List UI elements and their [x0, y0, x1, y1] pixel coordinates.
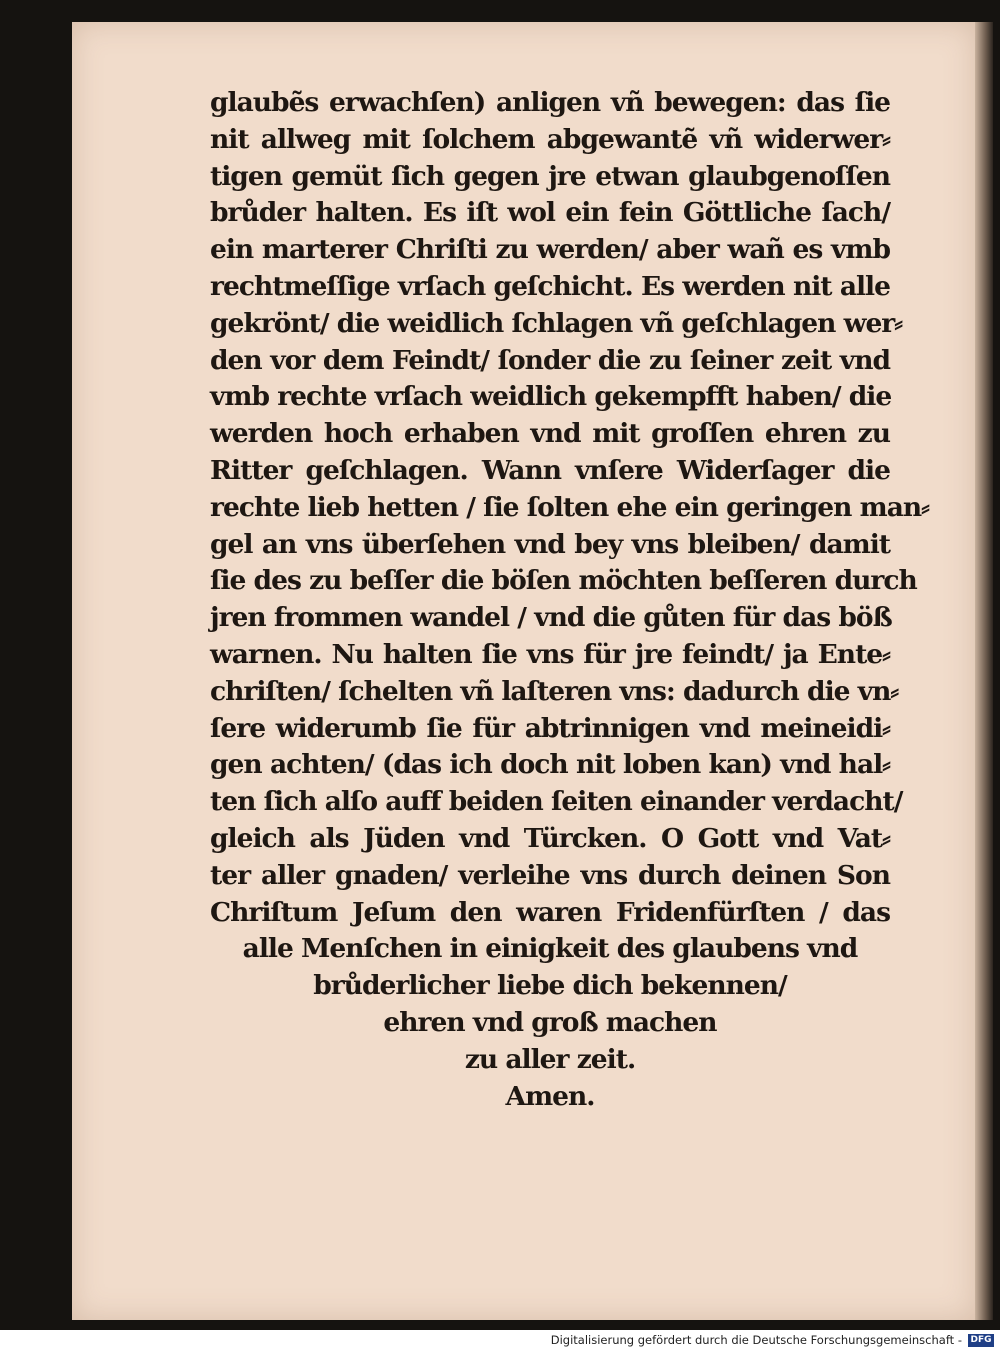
text-line: rechtmeſſige vrſach geſchicht. Es werden nit alle	[210, 270, 890, 302]
footer-bar	[0, 1330, 1000, 1352]
text-line-centered: alle Menſchen in einigkeit des glaubens vnd	[242, 933, 858, 965]
text-line-centered: ehren vnd groß machen	[383, 1006, 717, 1038]
text-line: jren frommen wandel / vnd die gůten für das böß	[210, 602, 892, 634]
text-line: den vor dem Feindt/ ſonder die zu ſeiner zeit vnd	[210, 344, 890, 376]
text-line: ten ſich alſo auff beiden ſeiten einander verdacht/	[210, 786, 903, 818]
text-line: werden hoch erhaben vnd mit groſſen ehren zu	[210, 418, 890, 450]
text-line: Chriſtum Jeſum den waren Fridenfürſten / das	[210, 896, 890, 928]
text-line-centered: zu aller zeit.	[464, 1043, 636, 1075]
text-line: gekrönt/ die weidlich ſchlagen vñ geſchlagen wer⸗	[210, 307, 903, 339]
page-edge	[975, 22, 993, 1320]
text-line: warnen. Nu halten ſie vns für jre feindt/ ja Ente⸗	[210, 638, 890, 670]
text-line: glaubẽs erwachſen) anligen vñ bewegen: das ſie	[210, 87, 890, 118]
text-line: brůder halten. Es iſt wol ein fein Göttliche ſach/	[210, 197, 890, 229]
page-text-block	[210, 85, 929, 1115]
dfg-logo: DFG	[968, 1334, 994, 1347]
text-line: ter aller gnaden/ verleihe vns durch deinen Son	[210, 859, 890, 891]
text-line: nit allweg mit ſolchem abgewantẽ vñ widerwer⸗	[210, 123, 890, 155]
text-line: gel an vns überſehen vnd bey vns bleiben/ damit	[210, 528, 890, 560]
text-line: ſere widerumb ſie für abtrinnigen vnd meineidi⸗	[210, 712, 890, 744]
text-line: ein marterer Chriſti zu werden/ aber wañ es vmb	[210, 234, 890, 266]
text-line-centered: brůderlicher liebe dich bekennen/	[313, 970, 787, 1002]
funding-notice: Digitalisierung gefördert durch die Deutsche Forschungsgemeinschaft -	[550, 1333, 962, 1347]
text-line: ſie des zu beſſer die böſen möchten beſſeren durch	[210, 565, 917, 597]
text-line: gleich als Jüden vnd Türcken. O Gott vnd Vat⸗	[210, 822, 890, 854]
text-line: rechte lieb hetten / ſie ſolten ehe ein geringen man⸗	[210, 491, 929, 523]
closing-amen: Amen.	[505, 1080, 595, 1112]
text-line: chriſten/ ſchelten vñ laſteren vns: dadurch die vn⸗	[210, 675, 899, 707]
text-line: tigen gemüt ſich gegen jre etwan glaubgenoſſen	[210, 160, 890, 192]
text-line: Ritter geſchlagen. Wann vnſere Widerſager die	[210, 454, 890, 486]
text-line: gen achten/ (das ich doch nit loben kan) vnd hal⸗	[210, 749, 890, 781]
text-line: vmb rechte vrſach weidlich gekempfft haben/ die	[210, 381, 892, 413]
